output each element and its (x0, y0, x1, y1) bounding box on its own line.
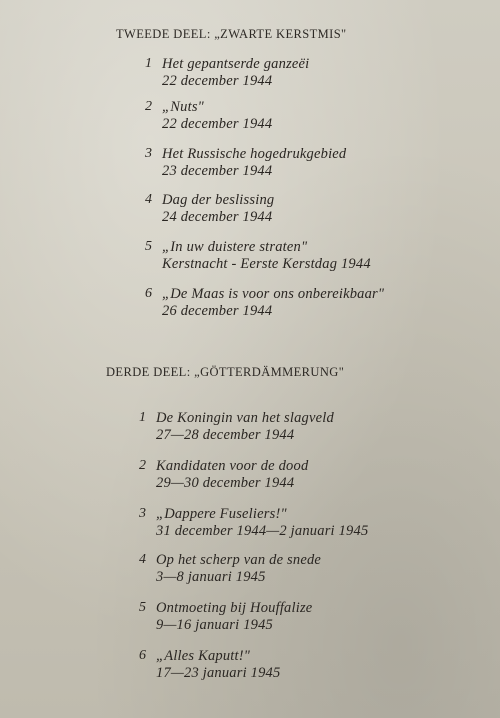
entry-date: 17—23 januari 1945 (156, 665, 281, 681)
entry-number: 6 (145, 286, 152, 301)
entry-title: Kandidaten voor de dood (156, 458, 309, 474)
section-heading-derde-deel: DERDE DEEL: „GÖTTERDÄMMERUNG" (106, 365, 345, 379)
entry-title: De Koningin van het slagveld (156, 410, 334, 426)
entry-title: Dag der beslissing (162, 192, 275, 208)
entry-date: 31 december 1944—2 januari 1945 (156, 523, 369, 539)
entry-number: 3 (145, 146, 152, 161)
entry-date: 22 december 1944 (162, 116, 273, 132)
entry-title: „Alles Kaputt!" (156, 648, 251, 664)
entry-date: 23 december 1944 (162, 163, 273, 179)
entry-number: 4 (139, 552, 146, 567)
entry-date: 27—28 december 1944 (156, 427, 295, 443)
section-heading-tweede-deel: TWEEDE DEEL: „ZWARTE KERSTMIS" (116, 27, 347, 41)
entry-date: 26 december 1944 (162, 303, 273, 319)
entry-title: Het Russische hogedrukgebied (162, 146, 347, 162)
entry-number: 1 (145, 56, 152, 71)
entry-date: 22 december 1944 (162, 73, 273, 89)
entry-title: „Dappere Fuseliers!" (156, 506, 287, 522)
entry-date: 29—30 december 1944 (156, 475, 295, 491)
entry-number: 4 (145, 192, 152, 207)
entry-date: 3—8 januari 1945 (156, 569, 266, 585)
entry-number: 2 (139, 458, 146, 473)
entry-number: 1 (139, 410, 146, 425)
entry-title: Het gepantserde ganzeëi (162, 56, 310, 72)
entry-title: Ontmoeting bij Houffalize (156, 600, 313, 616)
entry-number: 3 (139, 506, 146, 521)
entry-number: 5 (139, 600, 146, 615)
entry-title: „In uw duistere straten" (162, 239, 308, 255)
entry-title: „De Maas is voor ons onbereikbaar" (162, 286, 385, 302)
entry-number: 5 (145, 239, 152, 254)
entry-date: 24 december 1944 (162, 209, 273, 225)
entry-date: 9—16 januari 1945 (156, 617, 273, 633)
entry-title: Op het scherp van de snede (156, 552, 322, 568)
entry-number: 2 (145, 99, 152, 114)
entry-date: Kerstnacht - Eerste Kerstdag 1944 (162, 256, 371, 272)
entry-title: „Nuts" (162, 99, 204, 115)
entry-number: 6 (139, 648, 146, 663)
